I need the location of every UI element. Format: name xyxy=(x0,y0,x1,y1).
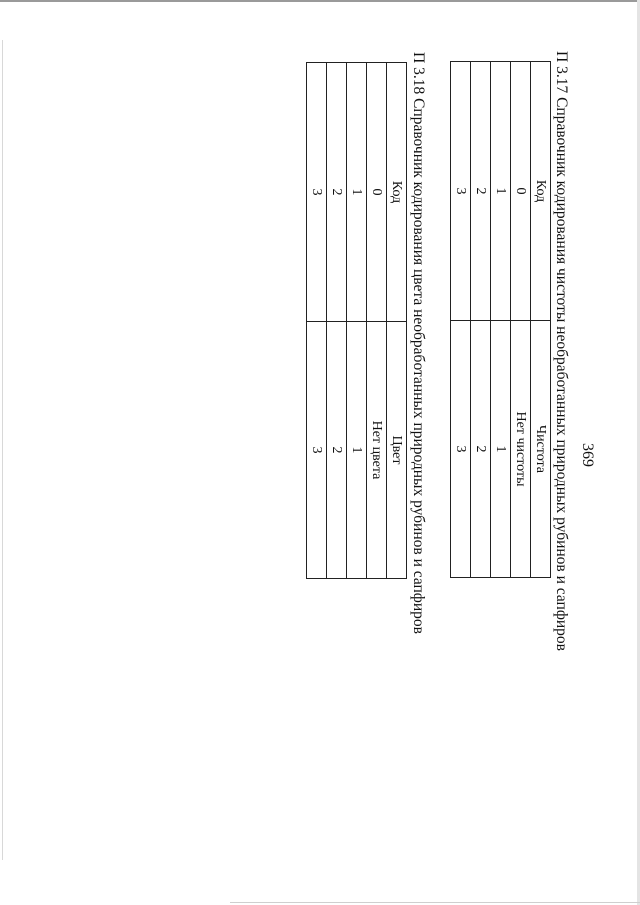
header-purity: Чистота xyxy=(531,321,551,578)
header-color: Цвет xyxy=(387,322,407,579)
cell-code: 0 xyxy=(367,63,387,322)
table-row xyxy=(307,63,327,579)
cell-code: 3 xyxy=(307,63,327,322)
table-row xyxy=(471,62,491,578)
cell-color: 3 xyxy=(307,322,327,579)
table-header-row xyxy=(387,63,407,579)
table-row xyxy=(327,63,347,579)
cell-code: 0 xyxy=(511,62,531,321)
purity-code-table xyxy=(450,61,551,578)
cell-code: 2 xyxy=(327,63,347,322)
cell-purity: Нет чистоты xyxy=(511,321,531,578)
cell-color: 2 xyxy=(327,322,347,579)
table-row xyxy=(347,63,367,579)
cell-code: 3 xyxy=(451,62,471,321)
table-row xyxy=(451,62,471,578)
cell-purity: 3 xyxy=(451,321,471,578)
cell-code: 2 xyxy=(471,62,491,321)
cell-code: 1 xyxy=(347,63,367,322)
table-row xyxy=(511,62,531,578)
table-caption-color: П 3.18 Справочник кодирования цвета необработанных природных рубинов и сапфиров xyxy=(410,52,427,634)
table-row xyxy=(491,62,511,578)
table-caption-purity: П 3.17 Справочник кодирования чистоты необработанных природных рубинов и сапфиров xyxy=(553,51,570,651)
cell-purity: 2 xyxy=(471,321,491,578)
cell-color: 1 xyxy=(347,322,367,579)
cell-code: 1 xyxy=(491,62,511,321)
page-number: 369 xyxy=(579,443,596,467)
header-code: Код xyxy=(387,63,407,322)
cell-color: Нет цвета xyxy=(367,322,387,579)
table-header-row xyxy=(531,62,551,578)
cell-purity: 1 xyxy=(491,321,511,578)
header-code: Код xyxy=(531,62,551,321)
table-row xyxy=(367,63,387,579)
color-code-table xyxy=(306,62,407,579)
